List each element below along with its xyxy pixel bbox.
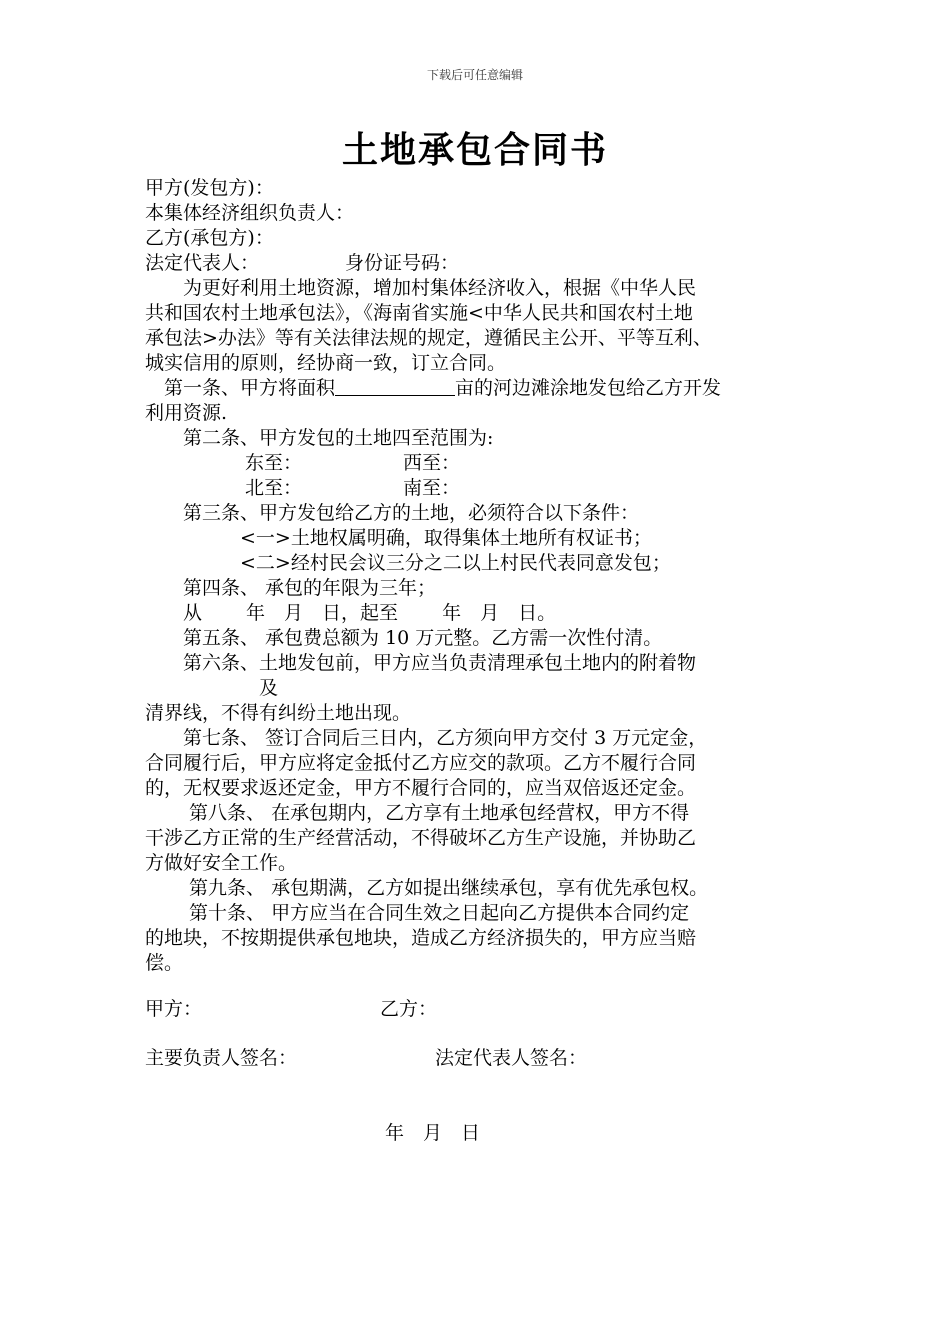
area-blank	[335, 377, 455, 396]
preamble-line: 共和国农村土地承包法》，《海南省实施<中华人民共和国农村土地	[145, 302, 693, 324]
article-4-line: 第四条、 承包的年限为三年；	[145, 577, 437, 599]
sign-party-a: 甲方：	[145, 998, 203, 1020]
article-7-line: 的，无权要求返还定金，甲方不履行合同的，应当双倍返还定金。	[145, 777, 697, 799]
article-9-line: 第九条、 承包期满，乙方如提出继续承包，享有优先承包权。	[145, 877, 709, 899]
preamble-line: 为更好利用土地资源，增加村集体经济收入，根据《中华人民	[145, 277, 697, 299]
article-1-text: 第一条、甲方将面积	[145, 377, 336, 399]
id-number-label: 身份证号码：	[345, 252, 460, 274]
article-10-line: 的地块，不按期提供承包地块，造成乙方经济损失的，甲方应当赔	[145, 927, 697, 949]
boundary-south: 南至：	[403, 477, 461, 499]
collective-head-line: 本集体经济组织负责人：	[145, 202, 355, 224]
article-10-line: 偿。	[145, 952, 184, 974]
article-6-line: 第六条、土地发包前，甲方应当负责清理承包土地内的附着物	[145, 652, 697, 674]
article-1-line: 利用资源.	[145, 402, 228, 424]
article-3-line: <一>土地权属明确，取得集体土地所有权证书；	[145, 527, 652, 549]
sign-legal-rep: 法定代表人签名：	[435, 1047, 588, 1069]
article-6-line: 清界线，不得有纠纷土地出现。	[145, 702, 412, 724]
article-2-line: 第二条、甲方发包的土地四至范围为:	[145, 427, 494, 449]
article-1-line	[145, 376, 810, 401]
page-header-note: 下载后可任意编辑	[426, 68, 523, 82]
article-3-line: <二>经村民会议三分之二以上村民代表同意发包；	[145, 552, 671, 574]
legal-rep-label: 法定代表人：	[145, 252, 260, 274]
preamble-line: 城实信用的原则，经协商一致，订立合同。	[145, 352, 507, 374]
article-1-text-cont: 亩的河边滩涂地发包给乙方开发	[455, 377, 722, 399]
party-a-line: 甲方(发包方)：	[145, 177, 274, 199]
article-8-line: 第八条、 在承包期内，乙方享有土地承包经营权，甲方不得	[145, 802, 690, 824]
sign-party-b: 乙方：	[380, 998, 438, 1020]
contract-body	[145, 176, 810, 976]
article-5-line: 第五条、 承包费总额为 10 万元整。乙方需一次性付清。	[145, 627, 663, 649]
boundary-row	[145, 451, 810, 476]
boundary-west: 西至：	[403, 452, 461, 474]
article-8-line: 方做好安全工作。	[145, 852, 298, 874]
article-10-line: 第十条、 甲方应当在合同生效之日起向乙方提供本合同约定	[145, 902, 690, 924]
article-7-line: 第七条、 签订合同后三日内，乙方须向甲方交付 3 万元定金，	[145, 727, 708, 749]
document-title: 土地承包合同书	[341, 130, 608, 171]
sign-date: 年 月 日	[385, 1122, 481, 1144]
article-6-line: 及	[145, 677, 279, 699]
boundary-east: 东至：	[245, 452, 303, 474]
boundary-row	[145, 476, 810, 501]
article-8-line: 干涉乙方正常的生产经营活动，不得破坏乙方生产设施，并协助乙	[145, 827, 697, 849]
legal-rep-line	[145, 251, 810, 276]
preamble-line: 承包法>办法》等有关法律法规的规定，遵循民主公开、平等互利、	[145, 327, 712, 349]
article-4-line: 从 年 月 日，起至 年 月 日。	[145, 602, 557, 624]
party-b-line: 乙方(承包方)：	[145, 227, 274, 249]
sign-head: 主要负责人签名：	[145, 1047, 298, 1069]
boundary-north: 北至：	[245, 477, 303, 499]
article-3-line: 第三条、甲方发包给乙方的土地，必须符合以下条件：	[145, 502, 640, 524]
article-7-line: 合同履行后，甲方应将定金抵付乙方应交的款项。乙方不履行合同	[145, 752, 697, 774]
